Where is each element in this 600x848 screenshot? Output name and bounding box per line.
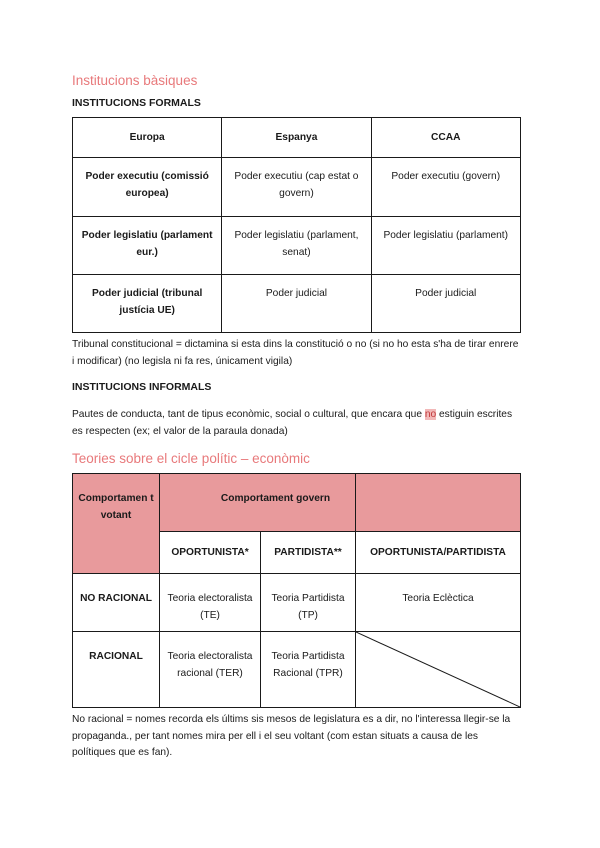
header-empty-cell bbox=[356, 474, 521, 532]
table-row bbox=[73, 158, 521, 217]
heading-institucions-formals: INSTITUCIONS FORMALS bbox=[72, 97, 201, 109]
column-header-partidista: PARTIDISTA** bbox=[261, 532, 356, 574]
row-label-racional: RACIONAL bbox=[73, 632, 160, 708]
table-cell: Poder executiu (cap estat o govern) bbox=[222, 158, 371, 217]
informal-text-end: estiguin escrites es respecten (ex; el valor de la paraula donada) bbox=[72, 409, 513, 437]
diagonal-line bbox=[356, 632, 520, 707]
table-header-row bbox=[73, 118, 521, 158]
table-cell: Poder executiu (comissió europea) bbox=[73, 158, 222, 217]
table-cell: Poder legislatiu (parlament, senat) bbox=[222, 217, 371, 275]
table-cell: Teoria Eclèctica bbox=[356, 574, 521, 632]
header-europa: Europa bbox=[73, 118, 222, 158]
theories-table bbox=[72, 473, 521, 708]
row-label-no-racional: NO RACIONAL bbox=[73, 574, 160, 632]
table-cell: Poder judicial (tribunal justícia UE) bbox=[73, 275, 222, 333]
institutions-table bbox=[72, 117, 521, 333]
table-cell: Poder executiu (govern) bbox=[371, 158, 520, 217]
table-cell: Teoria electoralista (TE) bbox=[160, 574, 261, 632]
table-cell: Teoria electoralista racional (TER) bbox=[160, 632, 261, 708]
no-racional-note: No racional = nomes recorda els últims sis mesos de legislatura es a dir, no l'interessa llegir-se la propaganda., per tant nomes mira per ell i el seu voltant (com estan situats a causa de les polítiques que es fan). bbox=[72, 714, 511, 758]
header-ccaa: CCAA bbox=[371, 118, 520, 158]
heading-institucions-informals: INSTITUCIONS INFORMALS bbox=[72, 381, 212, 393]
section-title-institucions: Institucions bàsiques bbox=[72, 73, 198, 88]
highlighted-word: no bbox=[424, 409, 437, 420]
table-cell: Poder legislatiu (parlament) bbox=[371, 217, 520, 275]
table-cell: Teoria Partidista (TP) bbox=[261, 574, 356, 632]
corner-cell-comportament-votant: Comportamen t votant bbox=[73, 474, 160, 574]
table-cell: Poder judicial bbox=[371, 275, 520, 333]
table-header-row bbox=[73, 474, 521, 532]
table-row bbox=[73, 574, 521, 632]
informal-text-start: Pautes de conducta, tant de tipus econòmic, social o cultural, que encara que bbox=[72, 409, 425, 420]
header-espanya: Espanya bbox=[222, 118, 371, 158]
column-header-oportunista: OPORTUNISTA* bbox=[160, 532, 261, 574]
table-row bbox=[73, 275, 521, 333]
column-header-oportunista-partidista: OPORTUNISTA/PARTIDISTA bbox=[356, 532, 521, 574]
tribunal-note: Tribunal constitucional = dictamina si esta dins la constitució o no (si no ho esta s'ha de tirar enrere i modificar) (no legisla ni fa res, únicament vigila) bbox=[72, 339, 519, 367]
empty-diagonal-cell bbox=[356, 632, 521, 708]
table-cell: Poder judicial bbox=[222, 275, 371, 333]
table-cell: Teoria Partidista Racional (TPR) bbox=[261, 632, 356, 708]
table-row bbox=[73, 217, 521, 275]
table-row bbox=[73, 632, 521, 708]
table-cell: Poder legislatiu (parlament eur.) bbox=[73, 217, 222, 275]
informal-paragraph bbox=[72, 407, 520, 440]
section-title-teories: Teories sobre el cicle polític – econòmic bbox=[72, 451, 310, 466]
header-comportament-govern: Comportament govern bbox=[160, 474, 356, 532]
